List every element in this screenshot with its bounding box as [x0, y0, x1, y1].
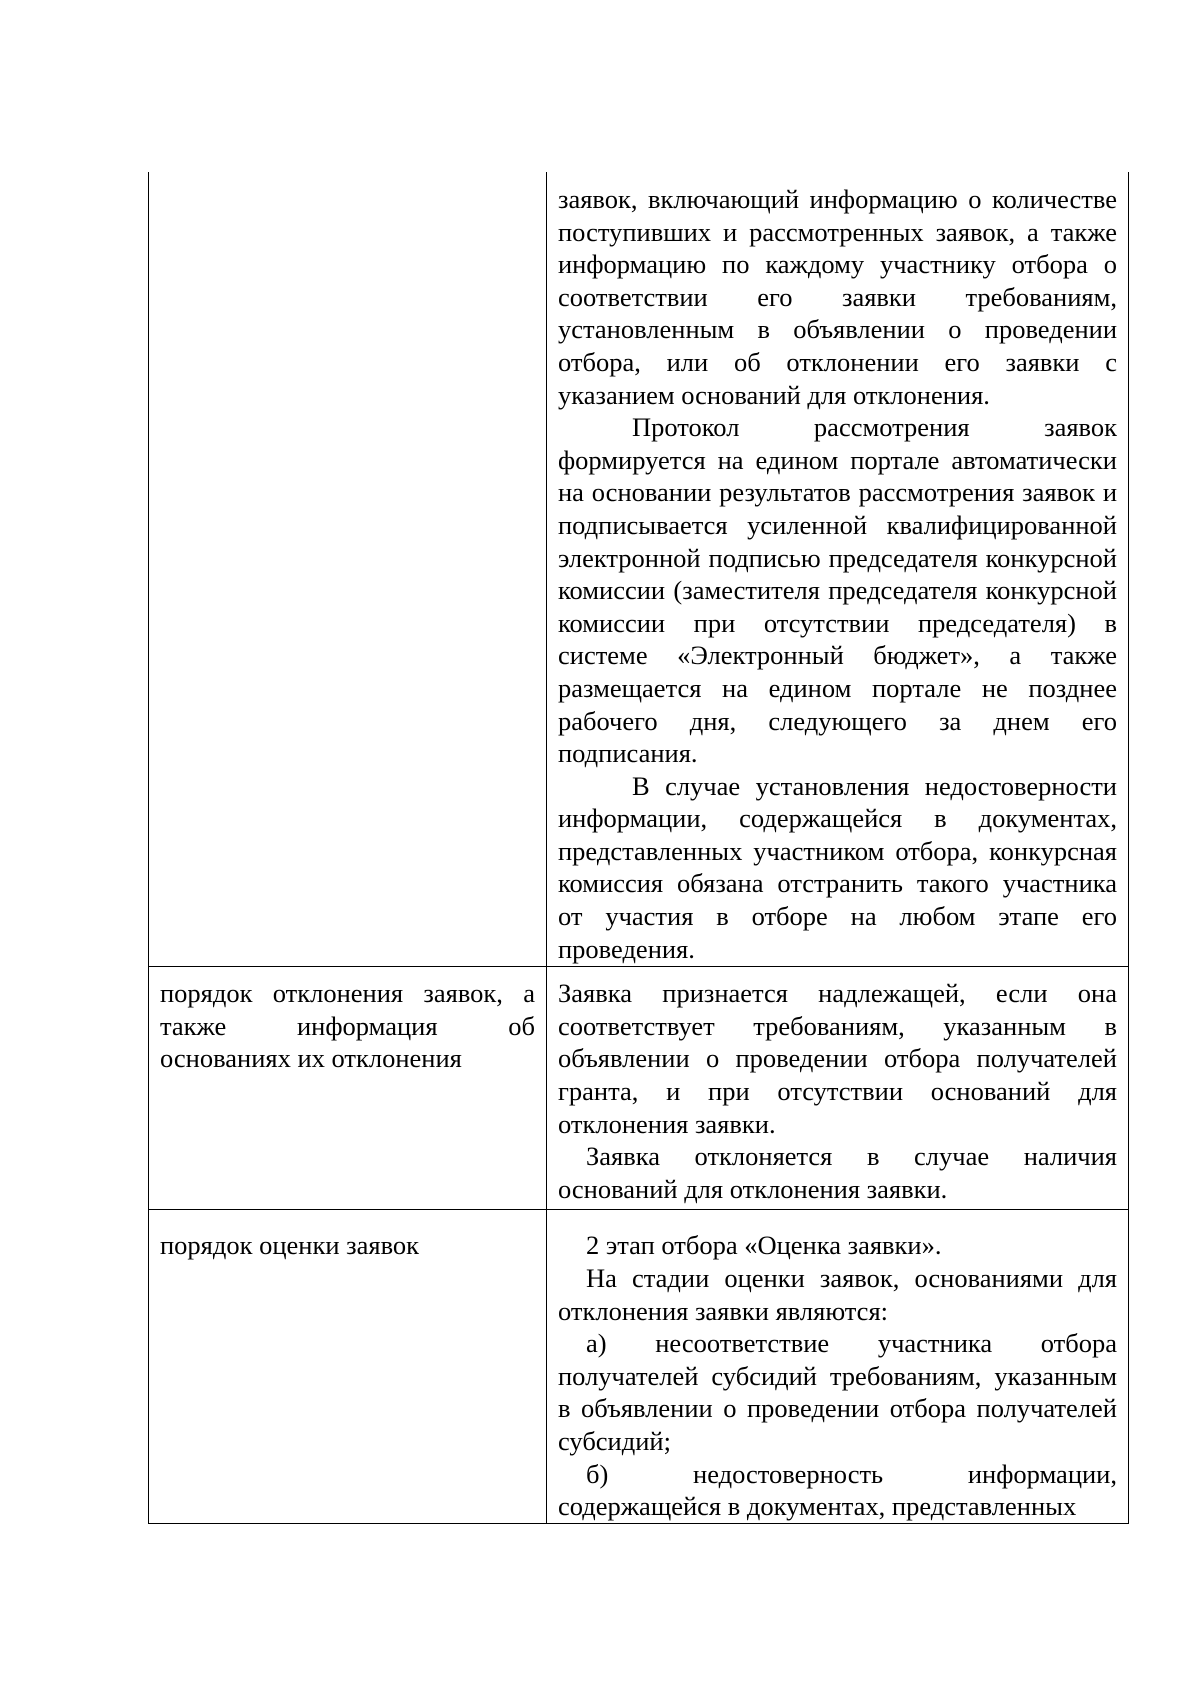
table-row [149, 172, 1129, 967]
table-row [149, 967, 1129, 1210]
paragraph: На стадии оценки заявок, основаниями для отклонения заявки являются: [558, 1263, 1117, 1326]
paragraph: б) недостоверность информации, содержащейся в документах, представленных [558, 1458, 1117, 1522]
left-cell [149, 172, 547, 967]
paragraph: 2 этап отбора «Оценка заявки». [586, 1230, 942, 1261]
requirements-table [148, 172, 1129, 1524]
paragraph: Протокол рассмотрения заявок формируется на едином портале автоматически на основании результатов рассмотрения заявок и подписывается усиленной квалифицированной электронной подписью председателя конкурсной комиссии (заместителя председателя конкурсной комиссии при отсутствии председателя) в системе «Электронный бюджет», а также размещается на едином портале не позднее рабочего дня, следующего за днем его подписания. [558, 412, 1117, 769]
table-row [149, 1210, 1129, 1523]
paragraph: Заявка отклоняется в случае наличия оснований для отклонения заявки. [558, 1141, 1117, 1204]
left-cell-text: порядок оценки заявок [160, 1230, 420, 1261]
paragraph: заявок, включающий информацию о количестве поступивших и рассмотренных заявок, а также информацию по каждому участнику отбора о соответствии его заявки требованиям, установленным в объявлении о проведении отбора, или об отклонении его заявки с указанием оснований для отклонения. [558, 184, 1117, 410]
right-cell [547, 172, 1129, 967]
paragraph: Заявка признается надлежащей, если она соответствует требованиям, указанным в объявлении о проведении отбора получателей гранта, и при отсутствии оснований для отклонения заявки. [558, 978, 1117, 1139]
left-cell [149, 967, 547, 1210]
left-cell [149, 1210, 547, 1523]
paragraph: В случае установления недостоверности информации, содержащейся в документах, представленных участником отбора, конкурсная комиссия обязана отстранить такого участника от участия в отборе на любом этапе его проведения. [558, 770, 1117, 964]
right-cell [547, 967, 1129, 1210]
paragraph: а) несоответствие участника отбора получателей субсидий требованиям, указанным в объявлении о проведении отбора получателей субсидий; [558, 1328, 1117, 1456]
left-cell-text: порядок отклонения заявок, а также информация об основаниях их отклонения [160, 978, 535, 1074]
right-cell [547, 1210, 1129, 1523]
